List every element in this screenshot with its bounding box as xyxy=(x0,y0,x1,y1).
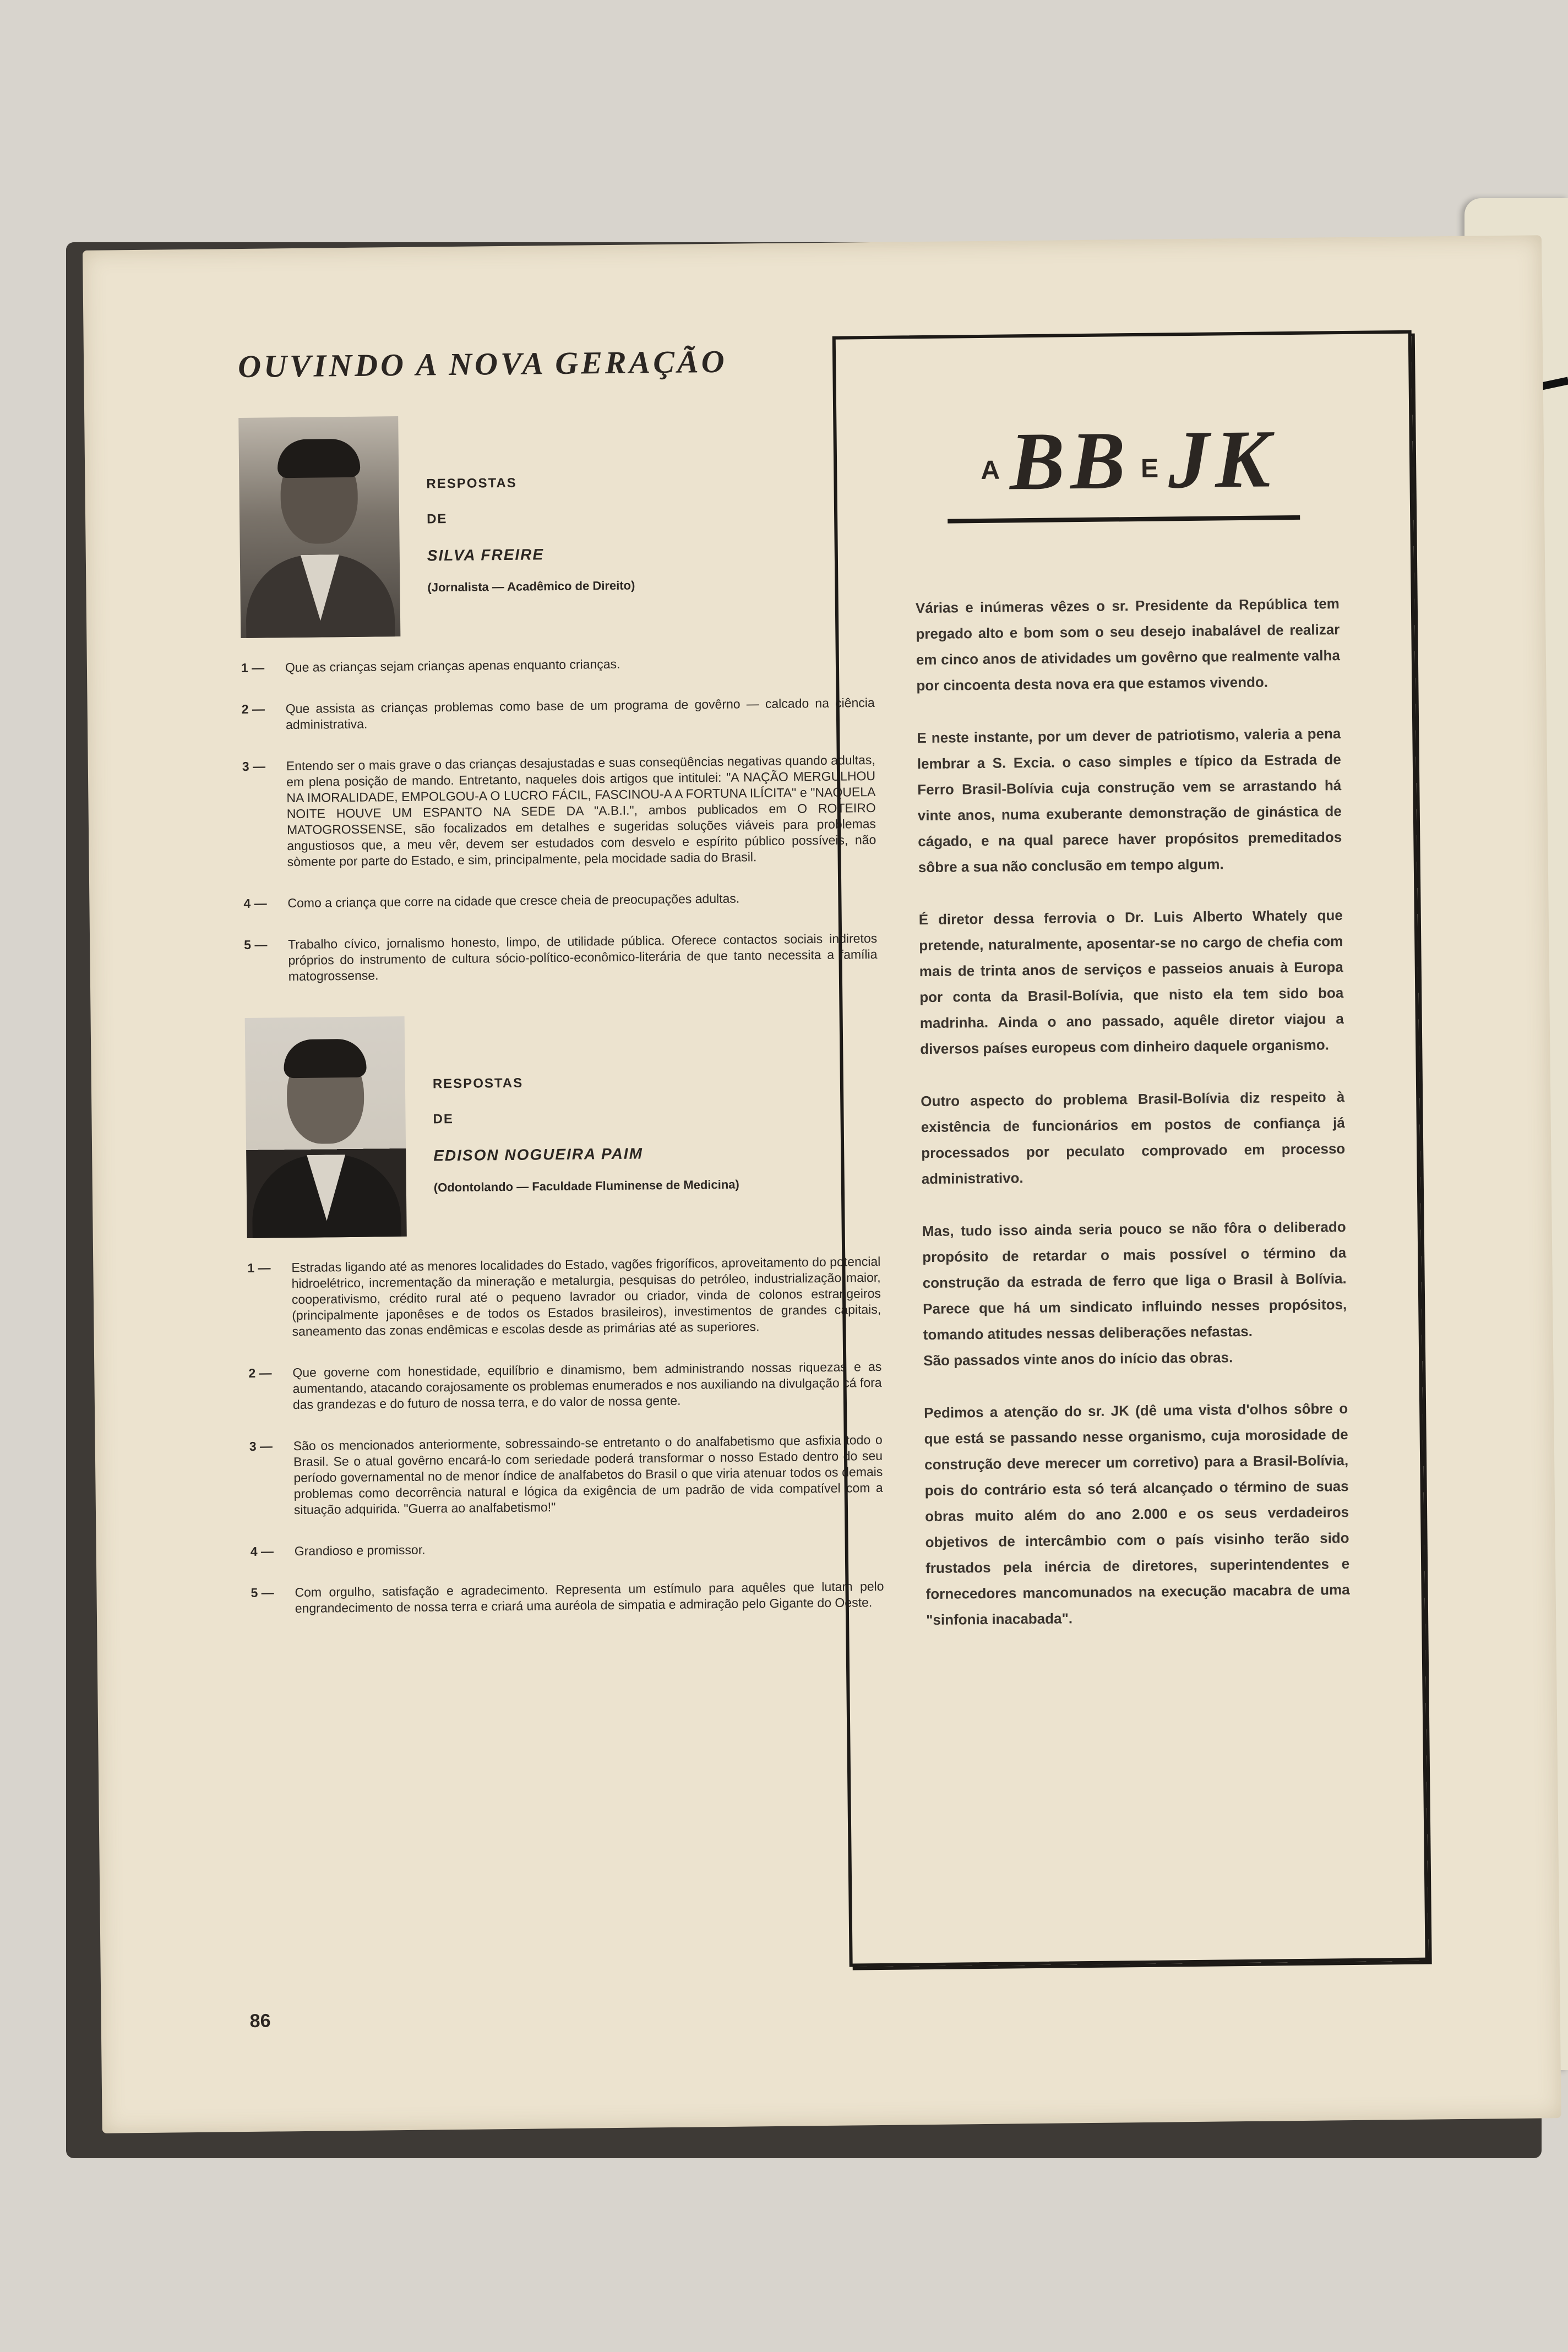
answer-list xyxy=(241,654,878,985)
respondent-header xyxy=(238,411,874,638)
answer-item: 1 — Estradas ligando até as menores localidades do Estado, vagões frigoríficos, aproveitamento do potencial hidroelétrico, incrementação da mineração e metalurgia, pesquisas do petróleo, industrialização maior, cooperativismo, crédito rural até o pequeno lavrador ou criador, vinda de colonos estrangeiros (principalmente japonêses e de todos os Estados brasileiros), investimentos de grandes capitais, saneamento das zonas endêmicas e escolas desde as primárias até as superiores. xyxy=(247,1254,881,1339)
answer-list xyxy=(247,1254,884,1617)
respostas-prep: DE xyxy=(433,1112,454,1127)
answer-item: 4 — Como a criança que corre na cidade que cresce cheia de preocupações adultas. xyxy=(243,891,740,911)
answer-item: 2 — Que assista as crianças problemas como base de um programa de govêrno — calcado na ciência administrativa. xyxy=(241,695,875,732)
answer-item: 4 — Grandioso e promissor. xyxy=(250,1542,426,1559)
portrait-photo xyxy=(238,416,400,638)
magazine-page xyxy=(83,235,1561,2133)
paragraph: E neste instante, por um dever de patriotismo, valeria a pena lembrar a S. Excia. o caso simples e típico da Estrada de Ferro Brasil-Bolívia cuja construção vem se arrastando há vinte anos, numa exuberante demonstração de ginástica de cágado, e na qual parece haver propósitos premeditados sôbre a sua não conclusão em tempo algum. xyxy=(917,725,1342,875)
paragraph: Mas, tudo isso ainda seria pouco se não fôra o deliberado propósito de retardar o mais possível o término da construção da estrada de ferro que liga o Brasil à Bolívia. Parece que há um sindicato influindo nesses propósitos, tomando atitudes nessas deliberações nefastas. xyxy=(922,1218,1347,1343)
paragraph: São passados vinte anos do início das obras. xyxy=(923,1348,1233,1369)
box-body xyxy=(916,591,1351,1633)
respondent-header xyxy=(245,1011,880,1238)
paragraph: Pedimos a atenção do sr. JK (dê uma vista d'olhos sôbre o que está se passando nesse organismo, cuja morosidade de construção deve merecer um corretivo) para a Brasil-Bolívia, pois do contrário esta só terá alcançado o término de suas obras muito além do ano 2.000 e os seus verdadeiros objetivos de intercâmbio com o país visinho terão sido frustados pela inércia de diretores, superintendentes e fornecedores mancomunados na execução macabra de uma "sinfonia inacabada". xyxy=(924,1400,1350,1628)
respondent-info xyxy=(432,1013,740,1237)
respondent-info xyxy=(426,414,635,636)
respostas-prep: DE xyxy=(427,511,448,527)
answer-item: 1 — Que as crianças sejam crianças apenas enquanto crianças. xyxy=(241,656,620,676)
respondent-role: (Odontolando — Faculdade Fluminense de Medicina) xyxy=(433,1177,739,1195)
answer-item: 3 — São os mencionados anteriormente, sobressaindo-se entretanto o do analfabetismo que asfixia todo o Brasil. Se o atual govêrno encará-lo com seriedade poderá transformar o nosso Estado dentro do seu período governamental no de menor índice de analfabetos do Brasil o que viria atenuar todos os demais problemas como decorrência natural e lógica da exigência de um padrão de vida compatível com a situação adquirida. "Guerra ao analfabetismo!" xyxy=(249,1432,883,1517)
answer-item: 5 — Trabalho cívico, jornalismo honesto, limpo, de utilidade pública. Oferece contactos sociais indiretos próprios do instrumento de cultura sócio-político-econômico-literária de que tanto necessita a família matogrossense. xyxy=(244,930,878,984)
answer-item: 2 — Que governe com honestidade, equilíbrio e dinamismo, bem administrando nossas riquezas e as aumentando, atacando corajosamente os problemas enumerados e nos auxiliando na divulgação cá fora das grandezas e do futuro de nossa terra, e do valor de nossa gente. xyxy=(248,1359,882,1412)
answer-item: 3 — Entendo ser o mais grave o das crianças desajustadas e suas conseqüências negativas quando adultas, em plena posição de mando. Entretanto, naqueles dois artigos que intitulei: "A NAÇÃO MERGULHOU NA IMORALIDADE, EMPOLGOU-A O LUCRO FÁCIL, FASCINOU-A A FORTUNA ILÍCITA" e "NAQUELA NOITE HOUVE UM ESPANTO NA SEDE DA "A.B.I.", ambos publicados em O ROTEIRO MATOGROSSENSE, são focalizados em detalhes e sugeridas soluções viáveis para problemas angustiosos que, a meu vêr, devem ser estudados com desvelo e espírito público possíveis, não sòmente por parte do Estado, e sim, principalmente, pela mocidade sadia do Brasil. xyxy=(242,752,876,869)
respondent-name: SILVA FREIRE xyxy=(427,546,545,564)
page-number: 86 xyxy=(249,2010,271,2032)
respostas-label: RESPOSTAS xyxy=(426,475,517,492)
paragraph: Várias e inúmeras vêzes o sr. Presidente da República tem pregado alto e bom som o seu desejo inabalável de realizar em cinco anos de atividades um govêrno que realmente valha por cincoenta desta nova era que estamos vivendo. xyxy=(915,595,1340,694)
respondent-name: EDISON NOGUEIRA PAIM xyxy=(433,1145,644,1164)
paragraph: Outro aspecto do problema Brasil-Bolívia diz respeito à existência de funcionários em postos de confiança já processados por peculato comprovado em processo administrativo. xyxy=(921,1088,1346,1187)
portrait-photo xyxy=(245,1016,407,1238)
answer-item: 5 — Com orgulho, satisfação e agradecimento. Representa um estímulo para aquêles que lutam pelo engrandecimento de nossa terra e criará uma auréola de simpatia e admiração pelo Gigante do Oeste. xyxy=(251,1578,884,1616)
box-title: A BB E JK xyxy=(946,417,1300,523)
paragraph: É diretor dessa ferrovia o Dr. Luis Alberto Whately que pretende, naturalmente, aposentar-se no cargo de chefia com mais de trinta anos de serviços e passeios anuais à Europa por conta da Brasil-Bolívia, que nisto ela tem sido boa madrinha. Ainda o ano passado, aquêle diretor viajou a diversos países europeus com dinheiro daquele organismo. xyxy=(918,906,1344,1057)
interview-column xyxy=(238,341,885,1650)
editorial-box xyxy=(832,330,1429,1967)
respondent-role: (Jornalista — Acadêmico de Direito) xyxy=(427,578,635,595)
page-heading: OUVINDO A NOVA GERAÇÃO xyxy=(237,343,727,385)
respostas-label: RESPOSTAS xyxy=(432,1075,524,1092)
